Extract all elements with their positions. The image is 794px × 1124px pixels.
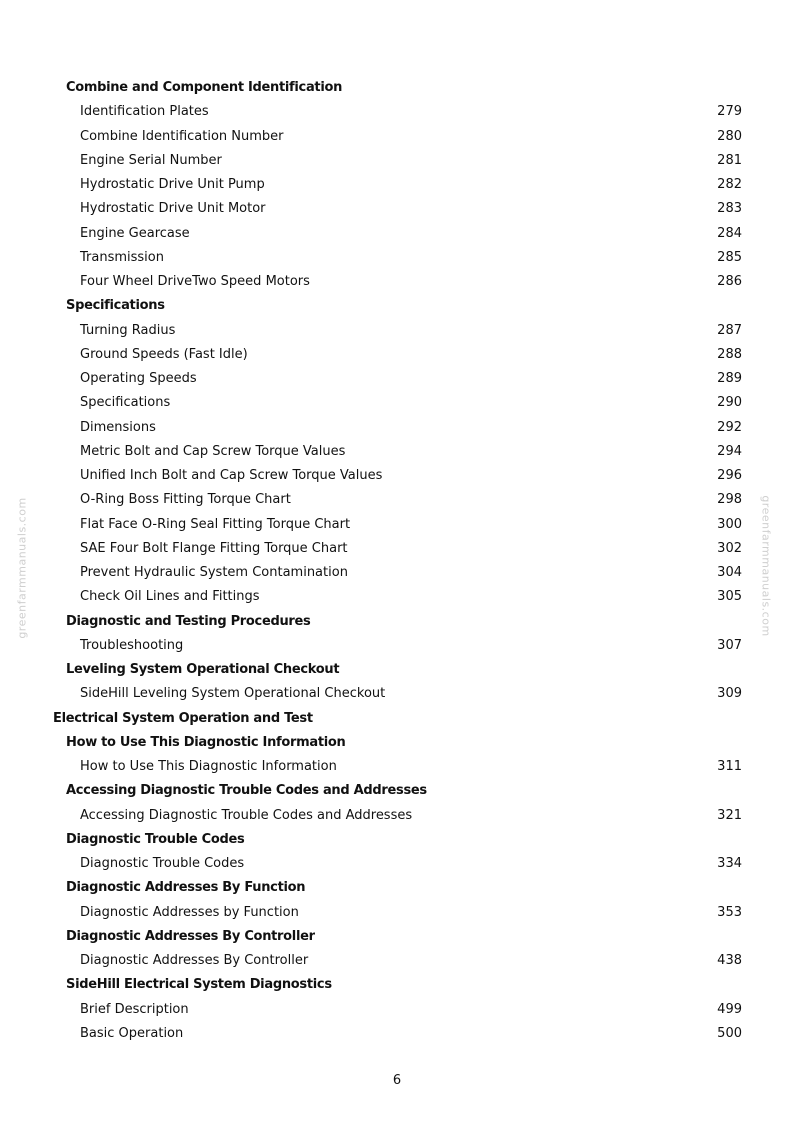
toc-entry-title: Diagnostic and Testing Procedures — [66, 613, 311, 629]
toc-entry[interactable] — [0, 270, 794, 294]
toc-section-heading[interactable] — [0, 828, 794, 852]
toc-entry[interactable] — [0, 682, 794, 706]
toc-entry-title: Turning Radius — [80, 322, 176, 338]
toc-entry-page-number: 321 — [717, 807, 742, 823]
table-of-contents — [0, 76, 794, 1046]
toc-entry[interactable] — [0, 998, 794, 1022]
toc-entry[interactable] — [0, 149, 794, 173]
toc-entry-title: Diagnostic Addresses By Controller — [80, 953, 309, 968]
toc-entry-title: Accessing Diagnostic Trouble Codes and Addresses — [80, 807, 413, 823]
toc-entry-page-number: 281 — [717, 152, 742, 168]
toc-entry-page-number: 298 — [717, 492, 742, 508]
toc-entry-page-number: 294 — [717, 443, 742, 459]
toc-entry-page-number: 296 — [717, 468, 742, 483]
toc-entry-page-number: 282 — [717, 177, 742, 192]
toc-entry-page-number: 285 — [717, 249, 742, 265]
toc-entry-title: SideHill Leveling System Operational Checkout — [80, 686, 386, 702]
toc-entry-page-number: 292 — [717, 419, 742, 435]
page-number: 6 — [392, 1073, 402, 1088]
toc-entry-title: Check Oil Lines and Fittings — [80, 589, 260, 605]
toc-section-heading[interactable] — [0, 973, 794, 997]
toc-entry[interactable] — [0, 197, 794, 221]
toc-entry-page-number: 353 — [717, 904, 742, 920]
toc-section-heading[interactable] — [0, 610, 794, 634]
toc-chapter-heading[interactable] — [0, 707, 794, 731]
toc-entry-title: SideHill Electrical System Diagnostics — [66, 977, 332, 993]
toc-entry[interactable] — [0, 1022, 794, 1046]
toc-entry-title: Unified Inch Bolt and Cap Screw Torque Values — [80, 468, 383, 483]
toc-entry-title: Leveling System Operational Checkout — [66, 662, 340, 677]
toc-entry[interactable] — [0, 852, 794, 876]
toc-entry[interactable] — [0, 901, 794, 925]
toc-entry-page-number: 305 — [717, 589, 742, 605]
toc-entry[interactable] — [0, 100, 794, 124]
toc-entry-page-number: 287 — [717, 322, 742, 338]
toc-entry-title: Operating Speeds — [80, 371, 197, 386]
toc-entry-page-number: 288 — [717, 346, 742, 362]
toc-section-heading[interactable] — [0, 294, 794, 318]
toc-entry-title: Identification Plates — [80, 104, 209, 120]
toc-entry[interactable] — [0, 513, 794, 537]
toc-entry-page-number: 289 — [717, 371, 742, 386]
toc-entry-title: Engine Serial Number — [80, 152, 222, 168]
toc-entry-title: Troubleshooting — [80, 637, 184, 653]
toc-entry-title: Diagnostic Trouble Codes — [80, 856, 245, 871]
toc-entry-page-number: 309 — [717, 686, 742, 702]
toc-entry-page-number: 283 — [717, 201, 742, 217]
toc-entry-title: SAE Four Bolt Flange Fitting Torque Chart — [80, 540, 348, 556]
toc-entry-title: Accessing Diagnostic Trouble Codes and Addresses — [66, 783, 427, 799]
toc-entry-page-number: 280 — [717, 128, 742, 144]
toc-entry[interactable] — [0, 173, 794, 197]
toc-entry-page-number: 307 — [717, 637, 742, 653]
toc-entry-page-number: 284 — [717, 225, 742, 241]
toc-entry[interactable] — [0, 949, 794, 973]
toc-entry-title: How to Use This Diagnostic Information — [80, 759, 337, 774]
toc-entry[interactable] — [0, 125, 794, 149]
toc-entry[interactable] — [0, 391, 794, 415]
toc-entry-page-number: 334 — [717, 856, 742, 871]
toc-entry-title: Flat Face O-Ring Seal Fitting Torque Chart — [80, 516, 351, 532]
toc-entry-title: O-Ring Boss Fitting Torque Chart — [80, 492, 291, 508]
toc-section-heading[interactable] — [0, 876, 794, 900]
toc-entry-title: Brief Description — [80, 1001, 189, 1017]
toc-section-heading[interactable] — [0, 731, 794, 755]
toc-entry[interactable] — [0, 585, 794, 609]
toc-section-heading[interactable] — [0, 779, 794, 803]
toc-entry[interactable] — [0, 537, 794, 561]
toc-entry-title: Hydrostatic Drive Unit Motor — [80, 201, 266, 217]
watermark-right: greenfarmmanuals.com — [759, 495, 773, 637]
toc-entry[interactable] — [0, 246, 794, 270]
toc-entry-title: Ground Speeds (Fast Idle) — [80, 346, 248, 362]
toc-entry[interactable] — [0, 755, 794, 779]
toc-entry-page-number: 500 — [717, 1025, 742, 1041]
toc-entry-page-number: 311 — [717, 759, 742, 774]
toc-entry[interactable] — [0, 319, 794, 343]
toc-entry[interactable] — [0, 561, 794, 585]
toc-entry-page-number: 438 — [717, 953, 742, 968]
toc-entry[interactable] — [0, 634, 794, 658]
toc-entry-title: Combine Identification Number — [80, 128, 284, 144]
toc-entry[interactable] — [0, 440, 794, 464]
toc-entry[interactable] — [0, 804, 794, 828]
toc-entry-title: Prevent Hydraulic System Contamination — [80, 565, 348, 580]
toc-entry[interactable] — [0, 416, 794, 440]
toc-entry-title: Diagnostic Addresses by Function — [80, 904, 299, 920]
toc-entry-title: Basic Operation — [80, 1025, 184, 1041]
toc-entry-title: Transmission — [80, 249, 164, 265]
toc-entry-page-number: 302 — [717, 540, 742, 556]
toc-entry[interactable] — [0, 464, 794, 488]
toc-entry[interactable] — [0, 488, 794, 512]
toc-entry-title: Diagnostic Addresses By Function — [66, 880, 306, 896]
toc-entry-page-number: 279 — [717, 104, 742, 120]
toc-entry-page-number: 304 — [717, 565, 742, 580]
toc-entry-title: Metric Bolt and Cap Screw Torque Values — [80, 443, 346, 459]
toc-entry-title: Diagnostic Addresses By Controller — [66, 928, 315, 944]
toc-entry-title: Engine Gearcase — [80, 225, 190, 241]
toc-entry-title: Combine and Component Identification — [66, 80, 343, 95]
toc-entry-page-number: 290 — [717, 395, 742, 411]
toc-entry-page-number: 300 — [717, 516, 742, 532]
toc-section-heading[interactable] — [0, 76, 794, 100]
toc-section-heading[interactable] — [0, 658, 794, 682]
toc-entry[interactable] — [0, 343, 794, 367]
toc-entry[interactable] — [0, 222, 794, 246]
toc-entry-page-number: 286 — [717, 274, 742, 289]
toc-entry-title: Four Wheel DriveTwo Speed Motors — [80, 274, 310, 289]
toc-entry-title: Dimensions — [80, 419, 156, 435]
toc-entry-title: Diagnostic Trouble Codes — [66, 831, 245, 847]
toc-entry-title: Electrical System Operation and Test — [53, 710, 313, 726]
toc-entry-title: Specifications — [80, 395, 171, 411]
toc-entry-title: How to Use This Diagnostic Information — [66, 734, 346, 750]
toc-entry-title: Hydrostatic Drive Unit Pump — [80, 177, 265, 192]
toc-entry-page-number: 499 — [717, 1001, 742, 1017]
toc-entry-title: Specifications — [66, 298, 165, 314]
watermark-left: greenfarmmanuals.com — [15, 497, 29, 639]
toc-section-heading[interactable] — [0, 925, 794, 949]
toc-entry[interactable] — [0, 367, 794, 391]
